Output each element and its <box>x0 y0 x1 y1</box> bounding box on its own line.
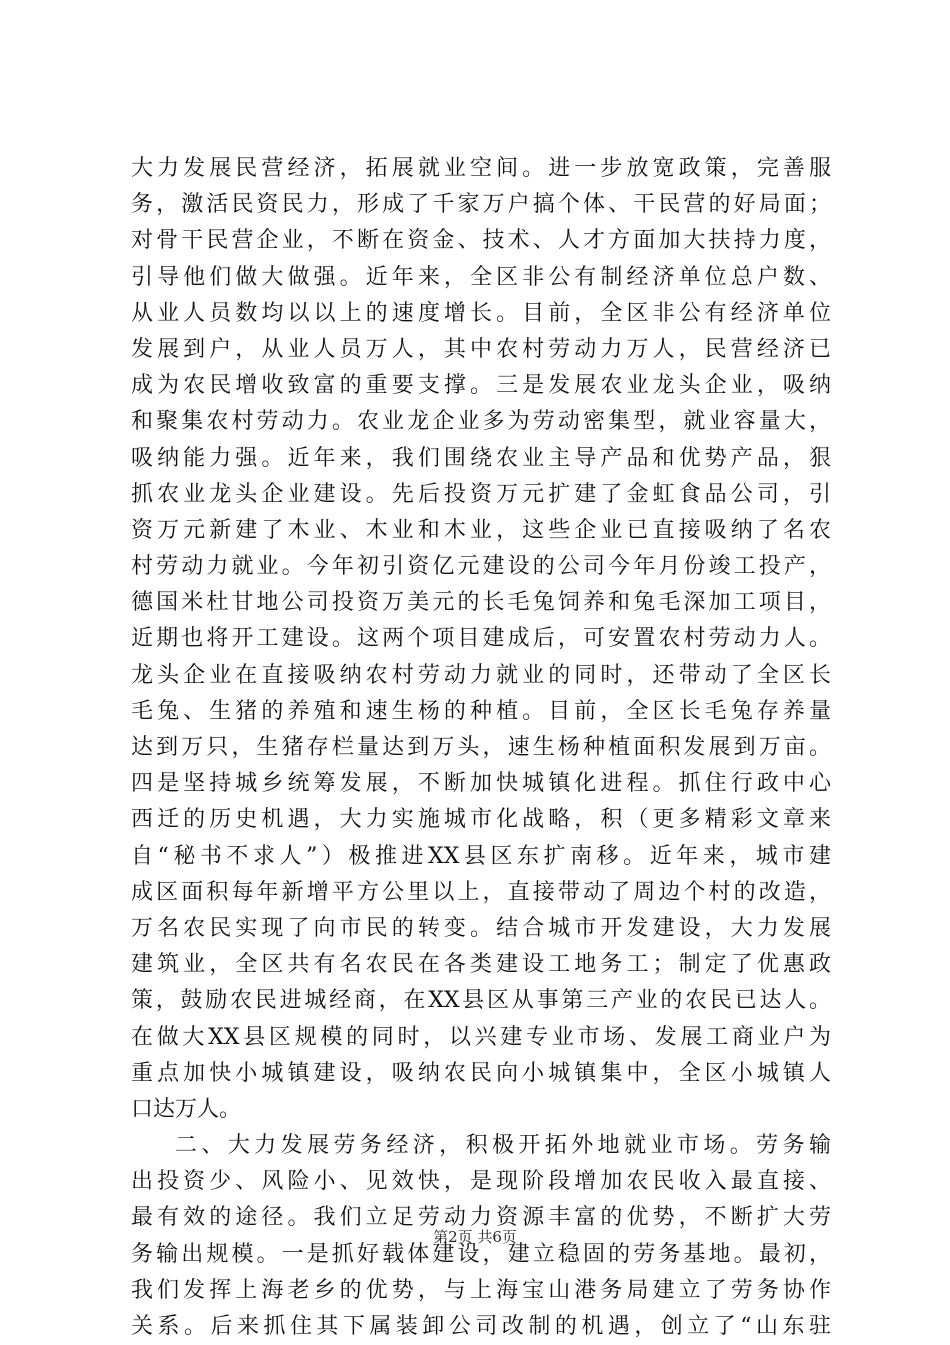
text-line: 和聚集农村劳动力。农业龙企业多为劳动密集型，就业容量大， <box>131 409 831 435</box>
text-line: 大力发展民营经济，拓展就业空间。进一步放宽政策，完善服 <box>131 156 831 181</box>
text-line: 村劳动力就业。今年初引资亿元建设的公司今年月份竣工投产， <box>131 554 831 580</box>
text-line: 关系。后来抓住其下属装卸公司改制的机遇，创立了“山东驻 <box>131 1314 831 1339</box>
text-line: 出投资少、风险小、见效快，是现阶段增加农民收入最直接、 <box>131 1169 831 1195</box>
text-line: 资万元新建了木业、木业和木业，这些企业已直接吸纳了名农 <box>131 517 831 543</box>
page-footer: 第2页 共6页 <box>433 1228 517 1246</box>
text-line: 重点加快小城镇建设，吸纳农民向小城镇集中，全区小城镇人 <box>131 1060 831 1086</box>
text-line: 对骨干民营企业，不断在资金、技术、人才方面加大扶持力度， <box>131 228 831 254</box>
body-text <box>131 151 831 1345</box>
text-line: 四是坚持城乡统筹发展，不断加快城镇化进程。抓住行政中心 <box>131 771 831 797</box>
text-line: 建筑业，全区共有名农民在各类建设工地务工；制定了优惠政 <box>131 952 831 978</box>
text-line: 西迁的历史机遇，大力实施城市化战略，积（更多精彩文章来 <box>131 807 831 833</box>
text-line: 近期也将开工建设。这两个项目建成后，可安置农村劳动力人。 <box>131 626 831 652</box>
text-line: 引导他们做大做强。近年来，全区非公有制经济单位总户数、 <box>131 264 831 290</box>
text-line: 发展到户，从业人员万人，其中农村劳动力万人，民营经济已 <box>131 336 831 362</box>
text-line: 达到万只，生猪存栏量达到万头，速生杨种植面积发展到万亩。 <box>131 735 831 760</box>
text-line: 在做大XX县区规模的同时，以兴建专业市场、发展工商业户为 <box>131 1024 831 1050</box>
paragraph-end-line: 口达万人。 <box>131 1096 242 1122</box>
text-line: 从业人员数均以以上的速度增长。目前，全区非公有经济单位 <box>131 300 831 326</box>
text-line: 策，鼓励农民进城经商，在XX县区从事第三产业的农民已达人。 <box>131 988 831 1014</box>
text-line: 万名农民实现了向市民的转变。结合城市开发建设，大力发展 <box>131 915 831 941</box>
text-line: 最有效的途径。我们立足劳动力资源丰富的优势，不断扩大劳 <box>131 1205 831 1231</box>
text-line: 毛兔、生猪的养殖和速生杨的种植。目前，全区长毛兔存养量 <box>131 698 831 724</box>
text-line: 吸纳能力强。近年来，我们围绕农业主导产品和优势产品，狠 <box>131 445 831 471</box>
text-line: 龙头企业在直接吸纳农村劳动力就业的同时，还带动了全区长 <box>131 662 831 688</box>
text-line: 成为农民增收致富的重要支撑。三是发展农业龙头企业，吸纳 <box>131 373 831 399</box>
text-line: 务输出规模。一是抓好载体建设，建立稳固的劳务基地。最初， <box>131 1241 831 1267</box>
text-line: 务，激活民资民力，形成了千家万户搞个体、干民营的好局面； <box>131 192 831 218</box>
text-line: 抓农业龙头企业建设。先后投资万元扩建了金虹食品公司，引 <box>131 481 831 507</box>
text-line: 成区面积每年新增平方公里以上，直接带动了周边个村的改造， <box>131 879 831 905</box>
paragraph-start-line: 二、大力发展劳务经济，积极开拓外地就业市场。劳务输 <box>175 1133 831 1159</box>
text-line: 德国米杜甘地公司投资万美元的长毛兔饲养和兔毛深加工项目， <box>131 590 831 616</box>
text-line: 自“秘书不求人”）极推进XX县区东扩南移。近年来，城市建 <box>131 843 831 869</box>
text-line: 我们发挥上海老乡的优势，与上海宝山港务局建立了劳务协作 <box>131 1277 831 1303</box>
